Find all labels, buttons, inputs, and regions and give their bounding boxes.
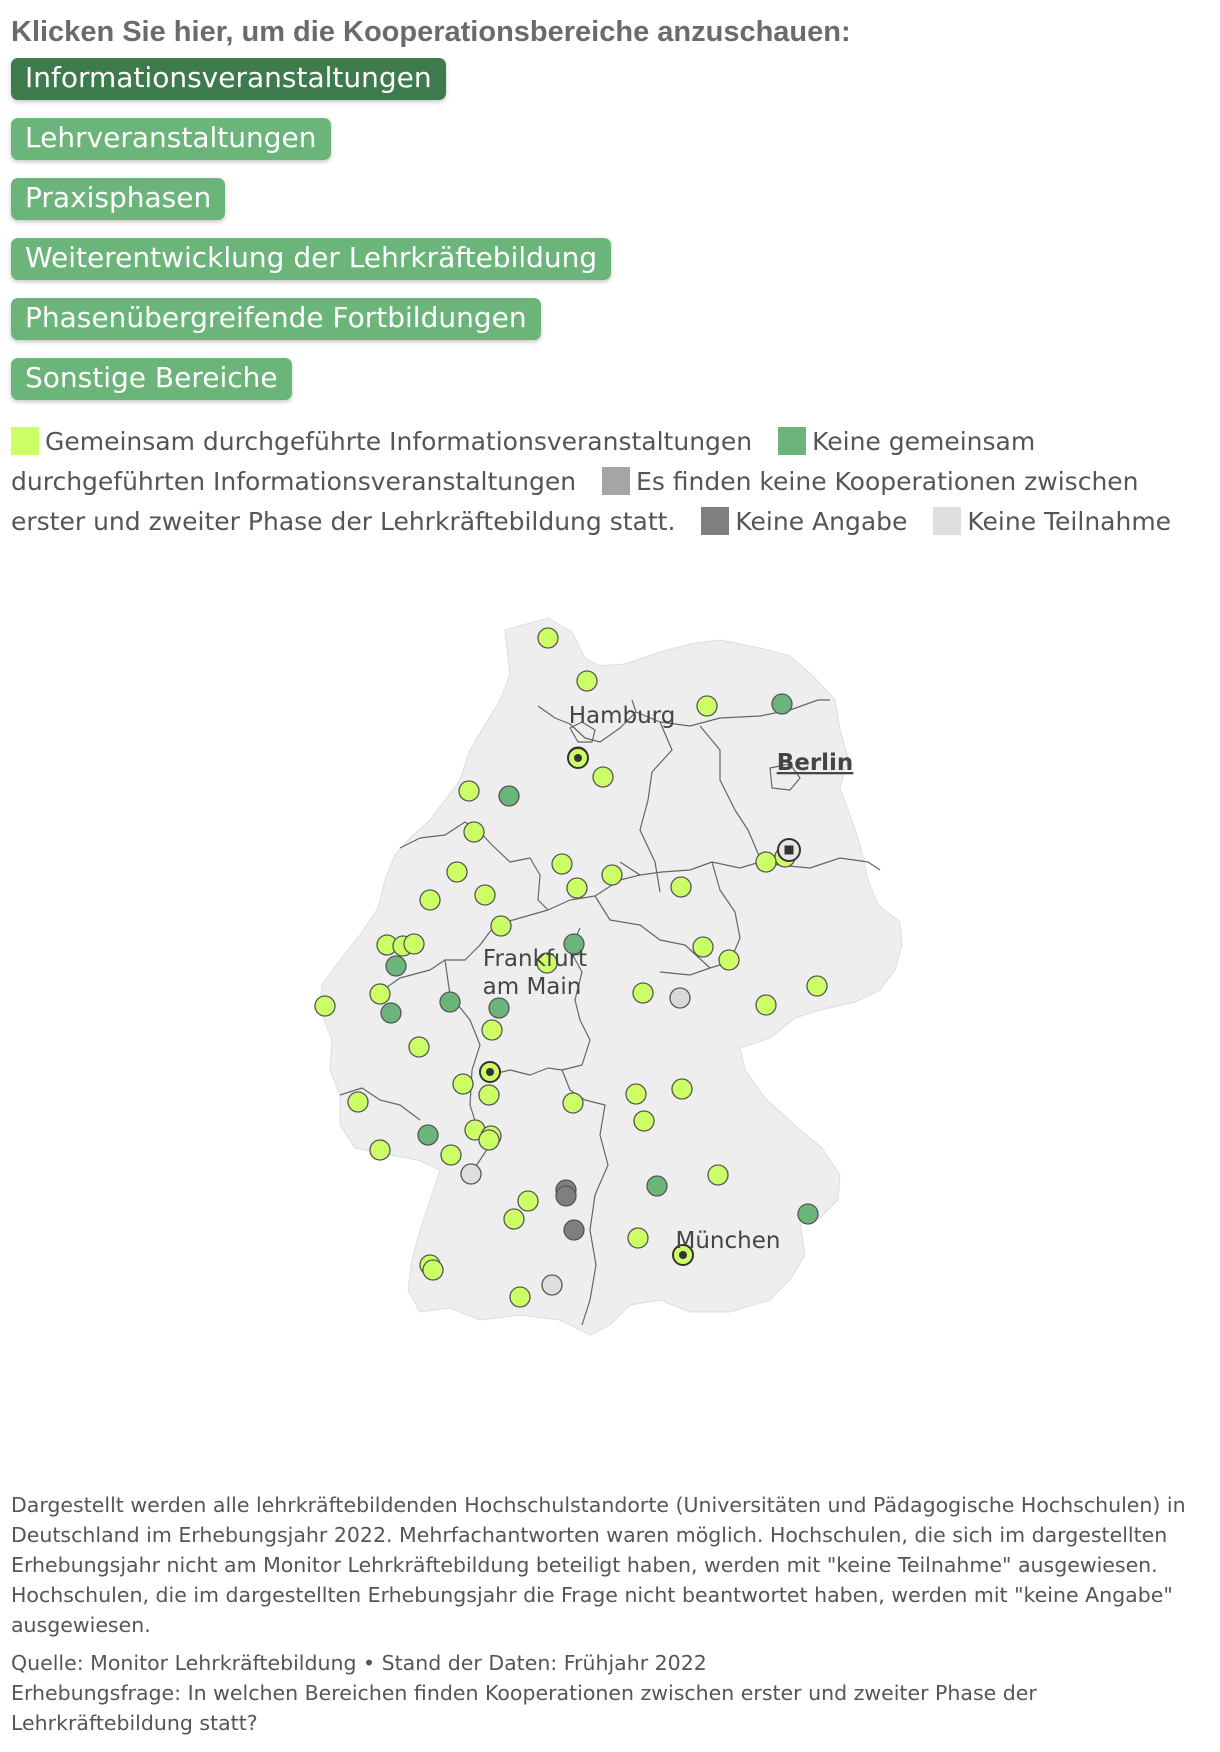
category-buttons <box>11 58 1211 418</box>
university-marker-yes[interactable] <box>577 671 597 691</box>
university-marker-noparticipation[interactable] <box>542 1275 562 1295</box>
city-label-hamburg: Hamburg <box>568 703 676 729</box>
city-label-frankfurt-1: Frankfurt <box>482 946 588 972</box>
city-label-frankfurt-2: am Main <box>482 974 582 1000</box>
university-marker-yes[interactable] <box>423 1260 443 1280</box>
university-marker-yes[interactable] <box>756 995 776 1015</box>
university-marker-yes[interactable] <box>482 1020 502 1040</box>
category-button-praxisphasen[interactable]: Praxisphasen <box>11 178 225 220</box>
university-marker-yes[interactable] <box>633 983 653 1003</box>
university-marker-no[interactable] <box>798 1204 818 1224</box>
university-marker-na[interactable] <box>564 1220 584 1240</box>
university-marker-yes[interactable] <box>504 1209 524 1229</box>
page-title: Klicken Sie hier, um die Kooperationsbereiche anzuschauen: <box>11 16 851 48</box>
category-button-weiterentwicklung[interactable]: Weiterentwicklung der Lehrkräftebildung <box>11 238 611 280</box>
city-label-muenchen: München <box>675 1228 781 1254</box>
university-marker-yes[interactable] <box>628 1228 648 1248</box>
legend-label-yes: Gemeinsam durchgeführte Informationsveranstaltungen <box>45 427 753 456</box>
university-marker-yes[interactable] <box>634 1111 654 1131</box>
university-marker-no[interactable] <box>499 786 519 806</box>
university-marker-yes[interactable] <box>671 877 691 897</box>
legend-item-na <box>701 507 907 536</box>
university-marker-yes[interactable] <box>593 767 613 787</box>
category-button-informationsveranstaltungen[interactable]: Informationsveranstaltungen <box>11 58 446 100</box>
university-marker-yes[interactable] <box>807 976 827 996</box>
university-marker-noparticipation[interactable] <box>461 1164 481 1184</box>
university-marker-yes[interactable] <box>370 984 390 1004</box>
legend-label-na: Keine Angabe <box>735 507 908 536</box>
university-marker-yes[interactable] <box>409 1037 429 1057</box>
city-marker-dot <box>486 1068 494 1076</box>
germany-map <box>0 600 1220 1430</box>
university-marker-no[interactable] <box>772 694 792 714</box>
legend-item-yes <box>11 427 752 456</box>
university-marker-yes[interactable] <box>708 1165 728 1185</box>
university-marker-yes[interactable] <box>510 1287 530 1307</box>
category-button-fortbildungen[interactable]: Phasenübergreifende Fortbildungen <box>11 298 541 340</box>
university-marker-yes[interactable] <box>563 1093 583 1113</box>
question-note: Erhebungsfrage: In welchen Bereichen finden Kooperationen zwischen erster und zweiter Phase der Lehrkräftebildung statt? <box>11 1681 1037 1735</box>
capital-marker-square <box>785 846 794 855</box>
university-marker-yes[interactable] <box>693 937 713 957</box>
source-note: Quelle: Monitor Lehrkräftebildung • Stand der Daten: Frühjahr 2022 <box>11 1651 707 1675</box>
legend-swatch-noparticipation <box>933 507 961 535</box>
university-marker-yes[interactable] <box>447 862 467 882</box>
legend-label-none: Es finden keine Kooperationen zwischen erster und zweiter Phase der Lehrkräftebildung statt. <box>11 467 1139 536</box>
category-button-sonstige[interactable]: Sonstige Bereiche <box>11 358 292 400</box>
legend-swatch-none <box>602 467 630 495</box>
university-marker-yes[interactable] <box>348 1092 368 1112</box>
legend-swatch-yes <box>11 427 39 455</box>
legend-label-noparticipation: Keine Teilnahme <box>967 507 1172 536</box>
description-note: Dargestellt werden alle lehrkräftebildenden Hochschulstandorte (Universitäten und Pädagogische Hochschulen) in Deutschland im Erhebungsjahr 2022. Mehrfachantworten waren möglich. Hochschulen, die sich im dargestellten Erhebungsjahr nicht am Monitor Lehrkräftebildung beteiligt haben, werden mit "keine Teilnahme" ausgewiesen. Hochschulen, die im dargestellten Erhebungsjahr die Frage nicht beantwortet haben, werden mit "keine Angabe" ausgewiesen. <box>11 1493 1186 1637</box>
university-marker-yes[interactable] <box>475 885 495 905</box>
legend-swatch-no <box>778 427 806 455</box>
university-marker-yes[interactable] <box>518 1191 538 1211</box>
university-marker-yes[interactable] <box>672 1079 692 1099</box>
university-marker-yes[interactable] <box>459 781 479 801</box>
university-marker-no[interactable] <box>381 1003 401 1023</box>
university-marker-yes[interactable] <box>479 1085 499 1105</box>
university-marker-yes[interactable] <box>756 852 776 872</box>
university-marker-yes[interactable] <box>404 934 424 954</box>
university-marker-yes[interactable] <box>453 1074 473 1094</box>
university-marker-yes[interactable] <box>420 890 440 910</box>
university-marker-yes[interactable] <box>567 878 587 898</box>
university-marker-yes[interactable] <box>441 1145 461 1165</box>
university-marker-no[interactable] <box>647 1176 667 1196</box>
university-marker-no[interactable] <box>440 992 460 1012</box>
city-marker-dot <box>574 754 582 762</box>
university-marker-no[interactable] <box>418 1125 438 1145</box>
university-marker-none-light[interactable] <box>670 988 690 1008</box>
footnotes <box>11 1490 1206 1738</box>
university-marker-yes[interactable] <box>315 996 335 1016</box>
legend-label-no: Keine gemeinsam durchgeführten Informationsveranstaltungen <box>11 427 1036 496</box>
university-marker-yes[interactable] <box>464 822 484 842</box>
university-marker-yes[interactable] <box>479 1130 499 1150</box>
category-button-lehrveranstaltungen[interactable]: Lehrveranstaltungen <box>11 118 331 160</box>
legend <box>11 422 1211 542</box>
university-marker-yes[interactable] <box>491 916 511 936</box>
university-marker-na[interactable] <box>556 1186 576 1206</box>
university-marker-no[interactable] <box>489 998 509 1018</box>
university-marker-yes[interactable] <box>719 950 739 970</box>
city-label-berlin[interactable]: Berlin <box>776 750 854 776</box>
university-marker-yes[interactable] <box>626 1084 646 1104</box>
legend-swatch-na <box>701 507 729 535</box>
university-marker-yes[interactable] <box>552 854 572 874</box>
university-marker-yes[interactable] <box>370 1140 390 1160</box>
university-marker-yes[interactable] <box>538 628 558 648</box>
university-marker-no[interactable] <box>386 956 406 976</box>
university-marker-yes[interactable] <box>697 696 717 716</box>
university-marker-yes[interactable] <box>602 865 622 885</box>
page <box>11 0 1211 542</box>
legend-item-noparticipation <box>933 507 1171 536</box>
